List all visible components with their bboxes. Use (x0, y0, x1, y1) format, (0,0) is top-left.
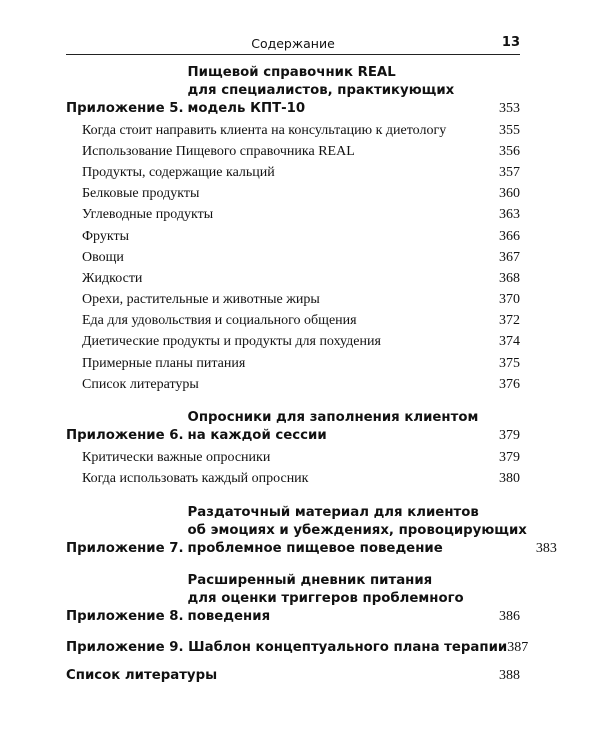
appendix-page-number: 379 (499, 428, 520, 444)
toc-item[interactable] (66, 469, 520, 490)
appendix-title (184, 504, 527, 558)
toc-appendix-5 (66, 64, 520, 395)
references-title: Список литературы (66, 668, 218, 684)
toc-item-title: Еда для удовольствия и социального общения (82, 313, 357, 329)
toc-item-page: 375 (499, 355, 520, 371)
references-page-number: 388 (499, 667, 520, 683)
appendix-page-number: 387 (507, 639, 529, 655)
toc-item-page: 379 (499, 450, 520, 466)
toc-item-page: 367 (499, 249, 520, 265)
toc-item-title: Овощи (82, 249, 124, 265)
toc-item-title: Использование Пищевого справочника REAL (82, 143, 355, 159)
toc-item[interactable] (66, 162, 520, 183)
toc-item[interactable] (66, 205, 520, 226)
table-of-contents (66, 64, 557, 696)
toc-item-page: 372 (499, 313, 520, 329)
toc-item-title: Критически важные опросники (82, 450, 271, 466)
appendix-title-line: Расширенный дневник питания (187, 572, 433, 588)
appendix-title-line: Раздаточный материал для клиентов (187, 504, 479, 520)
appendix-title (184, 409, 490, 445)
toc-item[interactable] (66, 120, 520, 141)
toc-item[interactable] (66, 141, 520, 162)
appendix-label: Приложение 6. (66, 428, 184, 444)
appendix-title-line: на каждой сессии (187, 428, 327, 444)
toc-item[interactable] (66, 332, 520, 353)
toc-item[interactable] (66, 447, 520, 468)
toc-item[interactable] (66, 353, 520, 374)
appendix-title-line: для специалистов, практикующих (187, 83, 455, 98)
appendix-title-line: Опросники для заполнения клиентом (187, 410, 479, 426)
running-header-page-number: 13 (501, 35, 520, 50)
appendix-page-number: 383 (535, 540, 557, 556)
toc-appendix-6 (66, 409, 520, 489)
toc-appendix-7[interactable] (66, 504, 557, 558)
appendix-label: Приложение 8. (66, 608, 184, 624)
toc-item-title: Продукты, содержащие кальций (82, 164, 275, 180)
running-header (66, 34, 520, 55)
toc-item-title: Диетические продукты и продукты для похудения (82, 334, 381, 350)
appendix-title-line: для оценки триггеров проблемного (187, 590, 464, 606)
toc-item[interactable] (66, 184, 520, 205)
toc-item-title: Фрукты (82, 228, 130, 244)
toc-item[interactable] (66, 268, 520, 289)
appendix-label: Приложение 5. (66, 101, 184, 116)
toc-item-page: 366 (499, 228, 520, 244)
appendix-page-number: 353 (499, 101, 520, 116)
toc-item-title: Углеводные продукты (82, 207, 214, 223)
toc-appendix-9[interactable] (66, 639, 529, 656)
toc-item-page: 355 (499, 122, 520, 138)
toc-item[interactable] (66, 311, 520, 332)
appendix-title-line: Пищевой справочник REAL (187, 65, 396, 80)
toc-item[interactable] (66, 247, 520, 268)
toc-item-title: Список литературы (82, 376, 199, 392)
toc-appendix-5-heading[interactable] (66, 64, 520, 118)
appendix-title (184, 572, 490, 626)
toc-item-page: 380 (499, 471, 520, 487)
appendix-title (184, 64, 490, 118)
toc-item-page: 357 (499, 164, 520, 180)
toc-item-title: Жидкости (82, 270, 143, 286)
toc-item-page: 376 (499, 376, 520, 392)
appendix-title-line: об эмоциях и убеждениях, провоцирующих (187, 522, 527, 538)
running-header-title: Содержание (251, 36, 335, 51)
toc-item-title: Когда использовать каждый опросник (82, 471, 309, 487)
appendix-title: Приложение 9. Шаблон концептуального плана терапии (66, 640, 508, 656)
toc-item-page: 370 (499, 292, 520, 308)
appendix-title-line: проблемное пищевое поведение (187, 540, 443, 556)
toc-item[interactable] (66, 226, 520, 247)
toc-item-page: 374 (499, 334, 520, 350)
toc-item-page: 363 (499, 207, 520, 223)
toc-appendix-6-heading[interactable] (66, 409, 520, 445)
toc-item-title: Примерные планы питания (82, 355, 246, 371)
toc-item-title: Когда стоит направить клиента на консультацию к диетологу (82, 122, 447, 138)
toc-item[interactable] (66, 290, 520, 311)
toc-item-page: 368 (499, 270, 520, 286)
toc-item[interactable] (66, 374, 520, 395)
appendix-label: Приложение 7. (66, 540, 184, 556)
toc-item-page: 360 (499, 186, 520, 202)
toc-references[interactable] (66, 668, 520, 684)
appendix-page-number: 386 (499, 608, 520, 624)
appendix-title-line: поведения (187, 608, 271, 624)
toc-item-title: Орехи, растительные и животные жиры (82, 292, 320, 308)
toc-appendix-8[interactable] (66, 572, 520, 626)
appendix-title-line: модель КПТ-10 (187, 101, 306, 116)
toc-item-page: 356 (499, 143, 520, 159)
toc-item-title: Белковые продукты (82, 186, 200, 202)
